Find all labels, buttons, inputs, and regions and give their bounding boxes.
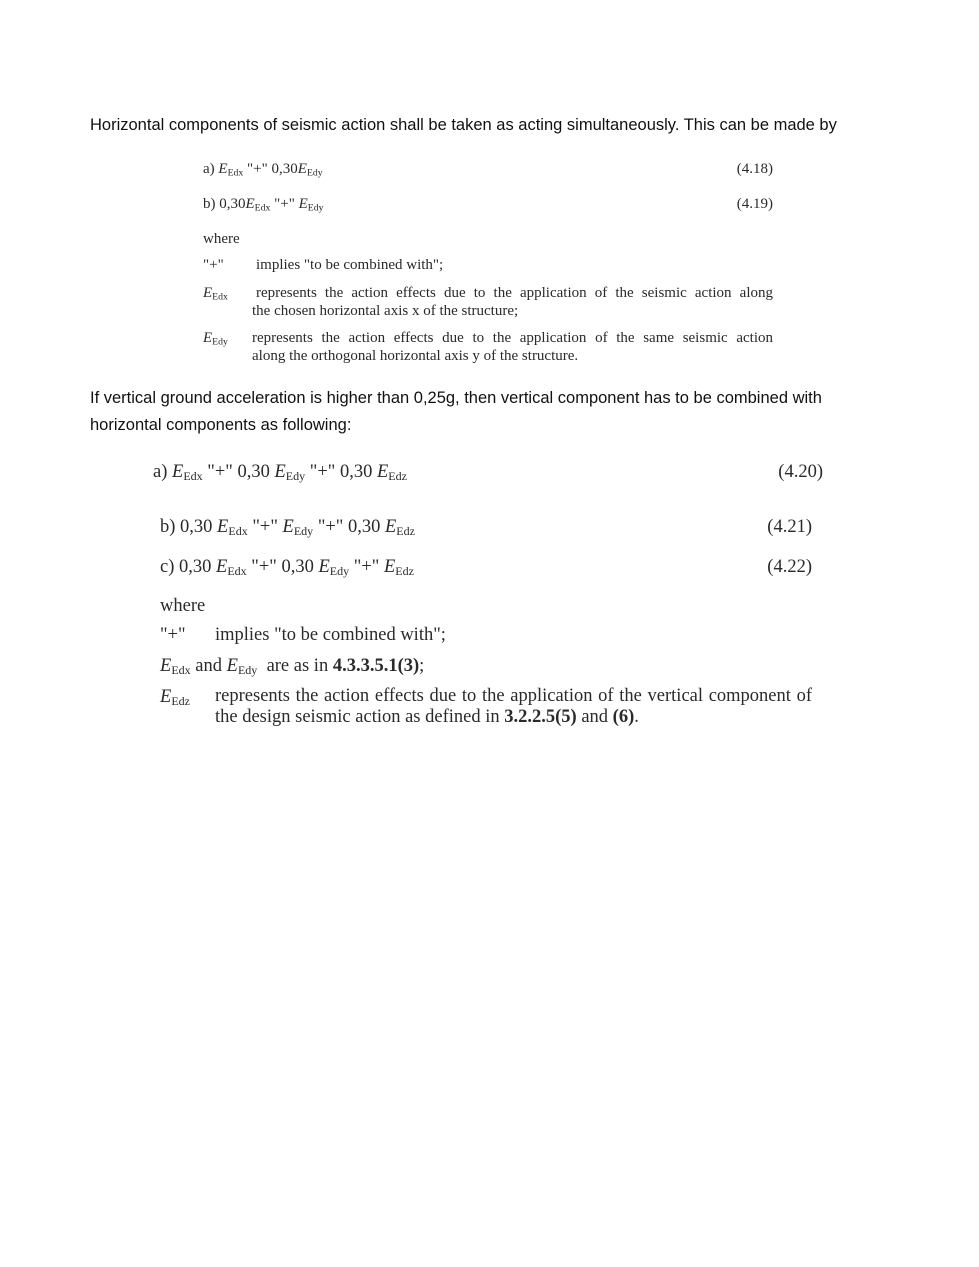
- edy-term: $E_{Edy}$: [203, 330, 228, 348]
- equation-4-21: b) 0,30 $E_{Edx}$ "+" $E_{Edy}$ "+" 0,30 $E_{Edz}$: [160, 517, 415, 538]
- equation-4-22: c) 0,30 $E_{Edx}$ "+" 0,30 $E_{Edy}$ "+" $E_{Edz}$: [160, 557, 414, 578]
- equation-number: (4.21): [767, 517, 812, 537]
- equation-4-20: a) $E_{Edx}$ "+" 0,30 $E_{Edy}$ "+" 0,30 $E_{Edz}$: [153, 462, 407, 483]
- where-label: where: [203, 231, 240, 247]
- edz-description: represents the action effects due to the application of the vertical component of the design seismic action as defined in 3.2.2.5(5) and (6).: [215, 686, 812, 727]
- equation-number: (4.20): [778, 462, 823, 482]
- edx-description: represents the action effects due to the application of the seismic action along the chosen horizontal axis x of the structure;: [252, 285, 773, 319]
- plus-description: implies "to be combined with";: [215, 625, 446, 645]
- edx-term: $E_{Edx}$: [203, 285, 228, 303]
- intro-paragraph-2: If vertical ground acceleration is higher than 0,25g, then vertical component has to be combined with horizontal components as following:: [90, 389, 822, 434]
- edx-edy-line: $E_{Edx}$ and $E_{Edy}$ are as in 4.3.3.5.1(3);: [160, 656, 425, 677]
- plus-term: "+": [203, 257, 224, 273]
- equation-number: (4.19): [736, 196, 773, 212]
- equation-number: (4.22): [767, 557, 812, 577]
- plus-description: implies "to be combined with";: [256, 257, 444, 273]
- plus-term: "+": [160, 625, 186, 645]
- intro-paragraph-1: Horizontal components of seismic action shall be taken as acting simultaneously. This can be made by: [90, 116, 837, 134]
- equation-4-18: a) $E_{Edx}$ "+" $0,30E_{Edy}$: [203, 161, 323, 179]
- equation-number: (4.18): [736, 161, 773, 177]
- where-label: where: [160, 596, 206, 616]
- equation-4-19: b) $0,30E_{Edx}$ "+" $E_{Edy}$: [203, 196, 324, 214]
- edy-description: represents the action effects due to the application of the same seismic action along the orthogonal horizontal axis y of the structure.: [252, 330, 773, 364]
- edz-term: $E_{Edz}$: [160, 687, 190, 708]
